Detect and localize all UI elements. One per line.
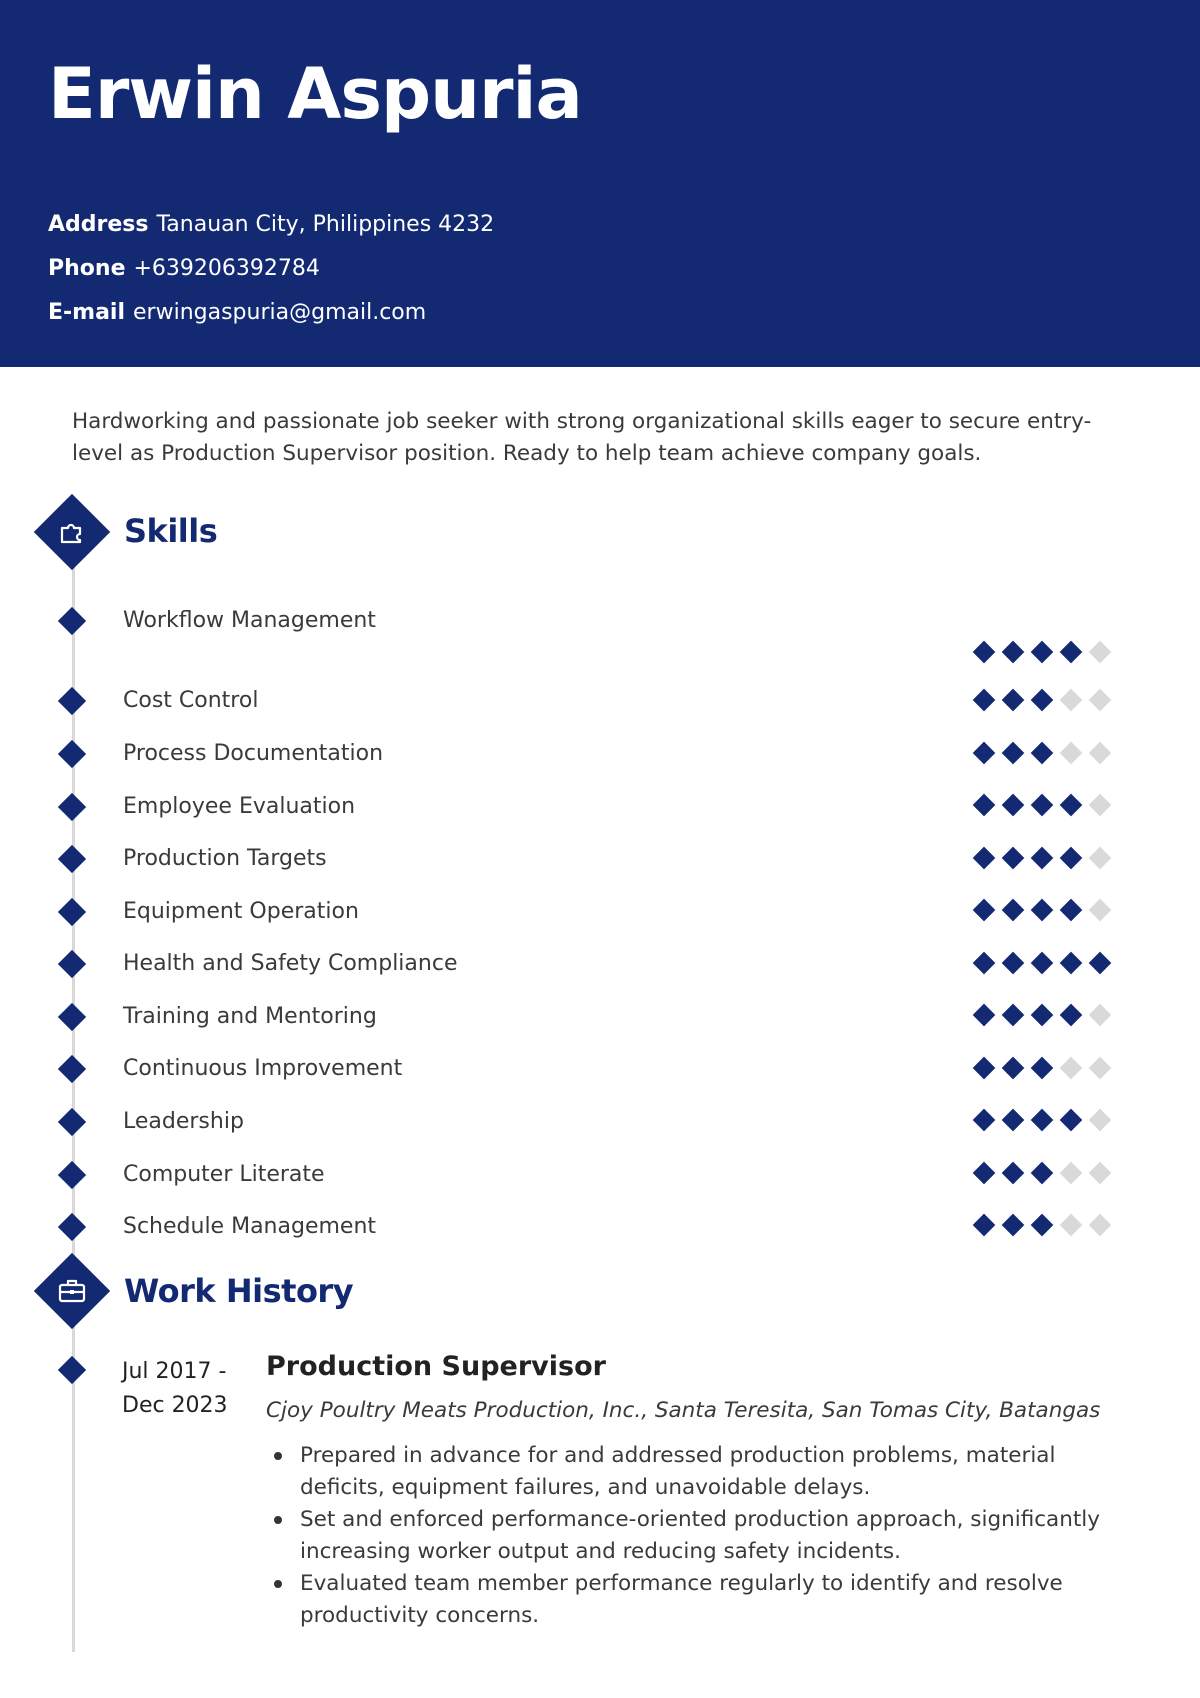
job-duties — [266, 1440, 1116, 1632]
bullet-dot-icon — [274, 1580, 282, 1588]
duty-text: Prepared in advance for and addressed production problems, material deficits, equipment failures, and unavoidable delays. — [300, 1443, 1056, 1500]
contact-address — [48, 212, 494, 237]
contact-phone — [48, 256, 320, 281]
rating-filled-icon — [973, 1162, 996, 1185]
rating-empty-icon — [1060, 1214, 1083, 1237]
skill-rating — [972, 951, 1122, 975]
rating-empty-icon — [1089, 1162, 1112, 1185]
rating-filled-icon — [1031, 1162, 1054, 1185]
rating-filled-icon — [1002, 689, 1025, 712]
timeline-marker — [58, 793, 86, 821]
skill-label: Continuous Improvement — [123, 1056, 403, 1081]
rating-filled-icon — [973, 952, 996, 975]
rating-empty-icon — [1089, 1109, 1112, 1132]
timeline-marker — [58, 1161, 86, 1189]
rating-filled-icon — [1002, 742, 1025, 765]
rating-filled-icon — [1002, 1057, 1025, 1080]
skills-title: Skills — [124, 512, 218, 550]
rating-filled-icon — [973, 641, 996, 664]
skill-rating — [972, 1056, 1122, 1080]
duty-item — [266, 1504, 1116, 1568]
timeline-marker — [58, 1108, 86, 1136]
timeline-marker — [58, 687, 86, 715]
briefcase-icon — [56, 1275, 88, 1307]
rating-filled-icon — [973, 742, 996, 765]
rating-empty-icon — [1089, 742, 1112, 765]
professional-summary: Hardworking and passionate job seeker with strong organizational skills eager to secure entry-level as Production Supervisor position. Ready to help team achieve company goals. — [72, 409, 1092, 466]
skill-rating — [972, 1161, 1122, 1185]
candidate-name: Erwin Aspuria — [48, 53, 582, 135]
rating-empty-icon — [1089, 689, 1112, 712]
duty-text: Set and enforced performance-oriented production approach, significantly increasing worker output and reducing safety incidents. — [300, 1507, 1100, 1564]
duty-item — [266, 1440, 1116, 1504]
rating-filled-icon — [1060, 847, 1083, 870]
rating-filled-icon — [1031, 847, 1054, 870]
skill-rating — [972, 793, 1122, 817]
rating-empty-icon — [1060, 742, 1083, 765]
rating-empty-icon — [1089, 847, 1112, 870]
work-history-section-icon — [34, 1253, 110, 1329]
rating-filled-icon — [973, 794, 996, 817]
rating-filled-icon — [1031, 899, 1054, 922]
rating-filled-icon — [1002, 847, 1025, 870]
rating-empty-icon — [1089, 899, 1112, 922]
rating-filled-icon — [1002, 899, 1025, 922]
skill-rating — [972, 741, 1122, 765]
duty-text: Evaluated team member performance regularly to identify and resolve productivity concerns. — [300, 1571, 1063, 1628]
skill-rating — [972, 1108, 1122, 1132]
rating-filled-icon — [1060, 1004, 1083, 1027]
skill-label: Production Targets — [123, 846, 327, 871]
rating-filled-icon — [1002, 1109, 1025, 1132]
rating-filled-icon — [1031, 794, 1054, 817]
rating-filled-icon — [1031, 689, 1054, 712]
skill-label: Equipment Operation — [123, 899, 359, 924]
rating-filled-icon — [1031, 1214, 1054, 1237]
skill-label: Schedule Management — [123, 1214, 377, 1239]
rating-filled-icon — [973, 689, 996, 712]
rating-filled-icon — [973, 1004, 996, 1027]
rating-filled-icon — [1060, 641, 1083, 664]
rating-filled-icon — [1002, 794, 1025, 817]
rating-filled-icon — [1031, 1004, 1054, 1027]
duty-item — [266, 1568, 1116, 1632]
timeline-marker — [58, 1003, 86, 1031]
skill-label: Cost Control — [123, 688, 259, 713]
rating-empty-icon — [1060, 689, 1083, 712]
rating-empty-icon — [1089, 794, 1112, 817]
email-value: erwingaspuria@gmail.com — [133, 300, 427, 325]
puzzle-icon — [56, 516, 88, 548]
rating-empty-icon — [1060, 1162, 1083, 1185]
rating-filled-icon — [1089, 952, 1112, 975]
resume-header — [0, 0, 1200, 367]
timeline-marker — [58, 1356, 86, 1384]
bullet-dot-icon — [274, 1452, 282, 1460]
rating-filled-icon — [1031, 742, 1054, 765]
rating-filled-icon — [973, 1214, 996, 1237]
phone-value: +639206392784 — [133, 256, 320, 281]
rating-filled-icon — [1060, 794, 1083, 817]
rating-filled-icon — [1002, 1162, 1025, 1185]
timeline-marker — [58, 607, 86, 635]
rating-empty-icon — [1089, 1004, 1112, 1027]
timeline-marker — [58, 1213, 86, 1241]
timeline-marker — [58, 1055, 86, 1083]
timeline-line — [72, 560, 75, 1652]
skills-section-icon — [34, 494, 110, 570]
skill-rating — [972, 846, 1122, 870]
rating-empty-icon — [1060, 1057, 1083, 1080]
rating-filled-icon — [973, 1109, 996, 1132]
rating-filled-icon — [1031, 641, 1054, 664]
rating-filled-icon — [1002, 641, 1025, 664]
skill-rating — [972, 898, 1122, 922]
timeline-marker — [58, 740, 86, 768]
rating-empty-icon — [1089, 1057, 1112, 1080]
contact-email — [48, 300, 426, 325]
skill-label: Process Documentation — [123, 741, 384, 766]
skill-rating — [972, 640, 1122, 664]
rating-empty-icon — [1089, 1214, 1112, 1237]
job-date-end: Dec 2023 — [122, 1393, 228, 1418]
bullet-dot-icon — [274, 1516, 282, 1524]
job-title: Production Supervisor — [266, 1351, 606, 1382]
job-company: Cjoy Poultry Meats Production, Inc., Santa Teresita, San Tomas City, Batangas — [266, 1398, 1101, 1423]
timeline-marker — [58, 845, 86, 873]
rating-filled-icon — [973, 1057, 996, 1080]
rating-filled-icon — [1031, 952, 1054, 975]
skill-label: Training and Mentoring — [123, 1004, 377, 1029]
timeline-marker — [58, 950, 86, 978]
rating-filled-icon — [973, 899, 996, 922]
email-label: E-mail — [48, 300, 126, 325]
rating-filled-icon — [973, 847, 996, 870]
rating-filled-icon — [1060, 952, 1083, 975]
rating-filled-icon — [1002, 1214, 1025, 1237]
skill-label: Leadership — [123, 1109, 244, 1134]
skill-rating — [972, 688, 1122, 712]
rating-empty-icon — [1089, 641, 1112, 664]
address-value: Tanauan City, Philippines 4232 — [156, 212, 495, 237]
rating-filled-icon — [1031, 1057, 1054, 1080]
skill-rating — [972, 1213, 1122, 1237]
timeline-marker — [58, 898, 86, 926]
skill-rating — [972, 1003, 1122, 1027]
job-date-start: Jul 2017 - — [122, 1359, 227, 1384]
rating-filled-icon — [1060, 1109, 1083, 1132]
skill-label: Health and Safety Compliance — [123, 951, 458, 976]
address-label: Address — [48, 212, 149, 237]
skill-label: Computer Literate — [123, 1162, 325, 1187]
phone-label: Phone — [48, 256, 126, 281]
skill-label: Workflow Management — [123, 608, 376, 633]
rating-filled-icon — [1002, 1004, 1025, 1027]
rating-filled-icon — [1060, 899, 1083, 922]
rating-filled-icon — [1002, 952, 1025, 975]
rating-filled-icon — [1031, 1109, 1054, 1132]
work-history-title: Work History — [124, 1272, 354, 1310]
skill-label: Employee Evaluation — [123, 794, 356, 819]
job-dates — [122, 1355, 228, 1423]
